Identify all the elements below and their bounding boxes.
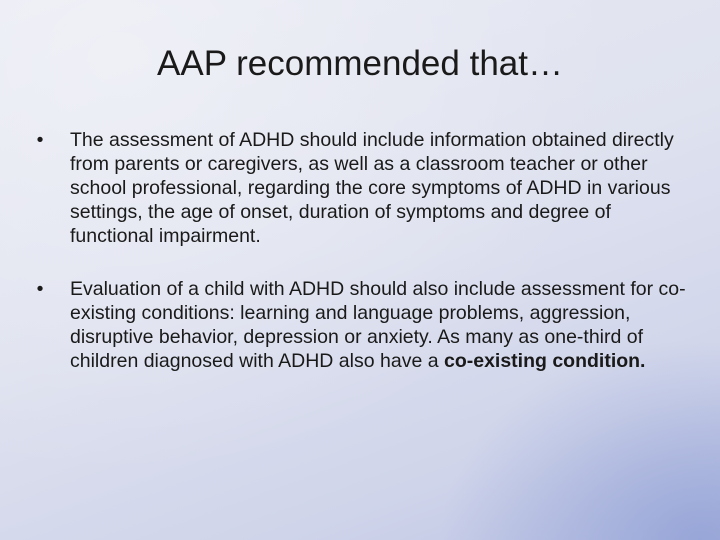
bullet-item-assessment [30,128,690,248]
bullet-text: The assessment of ADHD should include information obtained directly from parents or caregivers, as well as a classroom teacher or other school professional, regarding the core symptoms of ADHD in various settings, the age of onset, duration of symptoms and degree of functional impairment. [70,129,674,247]
bullet-icon: • [36,278,44,300]
bullet-text: Evaluation of a child with ADHD should also include assessment for co-existing conditions: learning and language problems, aggression, disruptive behavior, depression or anxiety. As many as one-third of children diagnosed with ADHD also have a [70,278,686,372]
bullet-icon: • [36,129,44,151]
bullet-list [30,128,690,373]
bullet-item-evaluation [30,277,690,373]
slide-title: AAP recommended that… [157,44,563,83]
bullet-emphasis: co-existing condition. [443,350,646,372]
